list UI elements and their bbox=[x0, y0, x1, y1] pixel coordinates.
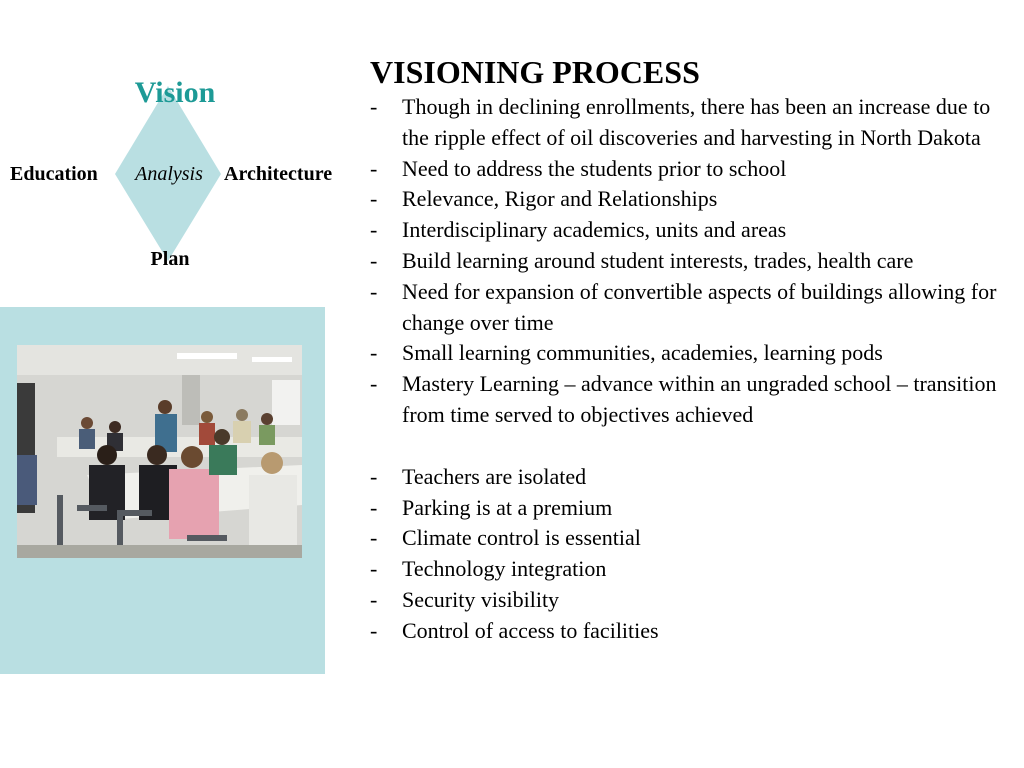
bullet-dash: - bbox=[370, 186, 378, 212]
list-item bbox=[370, 493, 1010, 524]
list-spacer bbox=[370, 431, 1010, 462]
bullet-dash: - bbox=[370, 340, 378, 366]
classroom-photo-image bbox=[17, 345, 302, 558]
bullet-dash: - bbox=[370, 463, 378, 489]
list-item bbox=[370, 246, 1010, 277]
bullet-dash: - bbox=[370, 525, 378, 551]
bullet-dash: - bbox=[370, 586, 378, 612]
bullet-list-secondary bbox=[370, 462, 1010, 647]
diagram-architecture-label: Architecture bbox=[224, 163, 333, 185]
diagram-analysis-label: Analysis bbox=[135, 163, 203, 185]
list-item bbox=[370, 585, 1010, 616]
list-item bbox=[370, 154, 1010, 185]
list-item bbox=[370, 462, 1010, 493]
bullet-dash: - bbox=[370, 155, 378, 181]
bullet-text: Though in declining enrollments, there has been an increase due to the ripple effect of oil discoveries and harvesting in North Dakota bbox=[402, 94, 991, 150]
bullet-dash: - bbox=[370, 617, 378, 643]
bullet-list-primary bbox=[370, 92, 1010, 431]
bullet-dash: - bbox=[370, 94, 378, 119]
vision-diagram bbox=[0, 0, 360, 300]
bullet-dash: - bbox=[370, 278, 378, 304]
diagram-plan-label: Plan bbox=[150, 248, 190, 270]
diagram-education-label: Education bbox=[10, 163, 98, 185]
list-item bbox=[370, 184, 1010, 215]
bullet-text: Security visibility bbox=[402, 586, 560, 612]
bullet-text: Climate control is essential bbox=[402, 525, 641, 551]
list-item bbox=[370, 369, 1010, 431]
bullet-text: Technology integration bbox=[402, 556, 607, 582]
list-item bbox=[370, 277, 1010, 339]
bullet-text: Need for expansion of convertible aspects of buildings allowing for change over time bbox=[402, 278, 997, 335]
bullet-text: Teachers are isolated bbox=[402, 463, 587, 489]
bullet-text: Interdisciplinary academics, units and areas bbox=[402, 217, 787, 243]
bullet-text: Need to address the students prior to school bbox=[402, 155, 787, 181]
list-item bbox=[370, 92, 1010, 154]
bullet-dash: - bbox=[370, 217, 378, 243]
bullet-dash: - bbox=[370, 247, 378, 273]
bullet-text: Small learning communities, academies, learning pods bbox=[402, 340, 883, 366]
list-item bbox=[370, 338, 1010, 369]
bullet-dash: - bbox=[370, 556, 378, 582]
list-item bbox=[370, 616, 1010, 647]
section-title: VISIONING PROCESS bbox=[370, 54, 700, 90]
list-item bbox=[370, 523, 1010, 554]
photo-panel bbox=[0, 307, 325, 674]
list-item bbox=[370, 215, 1010, 246]
bullet-dash: - bbox=[370, 371, 378, 397]
visioning-text-section bbox=[370, 54, 1010, 647]
bullet-text: Control of access to facilities bbox=[402, 617, 659, 643]
bullet-text: Build learning around student interests, trades, health care bbox=[402, 247, 914, 273]
classroom-photo bbox=[17, 345, 302, 558]
bullet-text: Mastery Learning – advance within an ungraded school – transition from time served to objectives achieved bbox=[402, 371, 997, 427]
diagram-vision-label: Vision bbox=[134, 76, 216, 109]
list-item bbox=[370, 554, 1010, 585]
bullet-text: Parking is at a premium bbox=[402, 494, 613, 520]
bullet-text: Relevance, Rigor and Relationships bbox=[402, 186, 718, 212]
bullet-dash: - bbox=[370, 494, 378, 520]
